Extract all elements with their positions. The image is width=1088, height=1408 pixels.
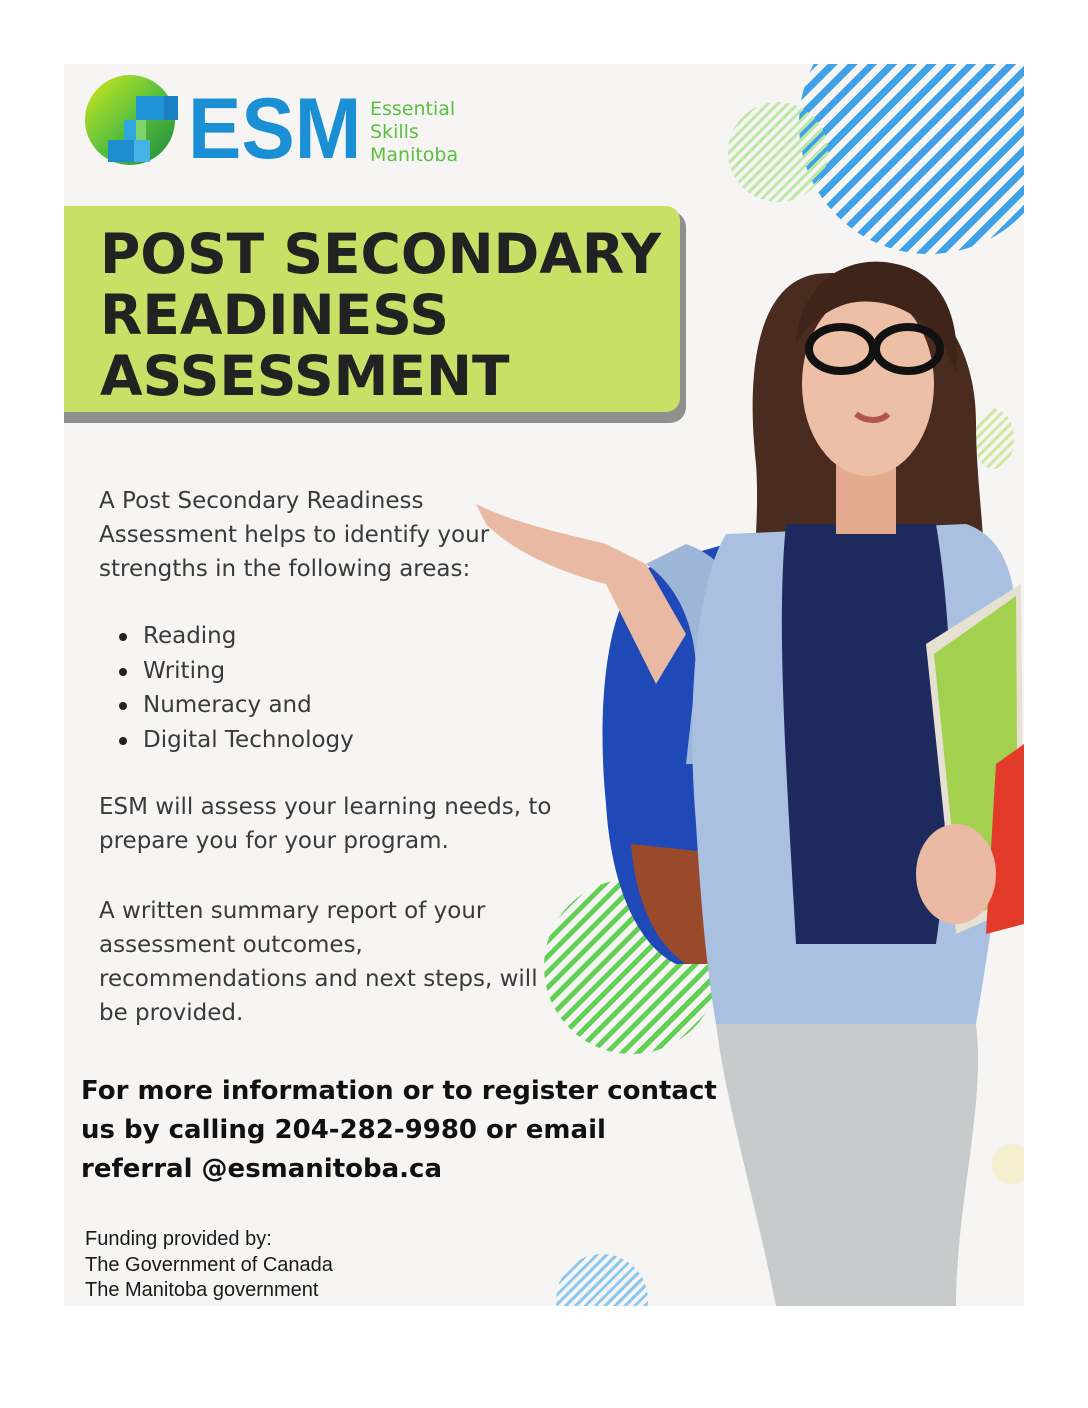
title-line: ASSESSMENT: [100, 344, 510, 408]
text-line: strengths in the following areas:: [99, 556, 471, 582]
light-green-striped-circle-decoration: [728, 102, 828, 202]
contact-line: us by calling 204-282-9980 or email: [81, 1115, 606, 1145]
text-line: recommendations and next steps, will: [99, 966, 538, 992]
list-item: Writing: [119, 654, 354, 689]
contact-line: referral @esmanitoba.ca: [81, 1154, 443, 1184]
esm-tagline: [370, 98, 458, 167]
text-line: Assessment helps to identify your: [99, 522, 490, 548]
tagline-line: Manitoba: [370, 144, 459, 166]
text-line: A Post Secondary Readiness: [99, 488, 424, 514]
funding-line: The Manitoba government: [85, 1279, 319, 1301]
list-item: Digital Technology: [119, 723, 354, 758]
funding-line: The Government of Canada: [85, 1253, 333, 1276]
esm-logo-mark-icon: [84, 74, 180, 170]
learning-needs-paragraph: [99, 790, 551, 858]
tagline-line: Skills: [370, 121, 419, 143]
contact-info: [81, 1072, 717, 1189]
text-line: A written summary report of your: [99, 898, 486, 924]
title-line: POST SECONDARY: [100, 222, 662, 286]
title-line: READINESS: [100, 283, 449, 347]
poster: [64, 64, 1024, 1306]
contact-line: For more information or to register contact: [81, 1076, 717, 1106]
esm-logo: [84, 74, 504, 177]
assessment-areas-list: [119, 619, 354, 757]
list-item: Numeracy and: [119, 688, 354, 723]
summary-report-paragraph: [99, 894, 538, 1030]
text-line: assessment outcomes,: [99, 932, 363, 958]
text-line: be provided.: [99, 1000, 244, 1026]
intro-paragraph: [99, 484, 489, 586]
funding-line: Funding provided by:: [85, 1228, 272, 1250]
funding-credits: [85, 1227, 333, 1304]
esm-wordmark: ESM: [188, 81, 362, 177]
text-line: prepare you for your program.: [99, 828, 449, 854]
tagline-line: Essential: [370, 98, 456, 120]
text-line: ESM will assess your learning needs, to: [99, 794, 552, 820]
list-item: Reading: [119, 619, 354, 654]
